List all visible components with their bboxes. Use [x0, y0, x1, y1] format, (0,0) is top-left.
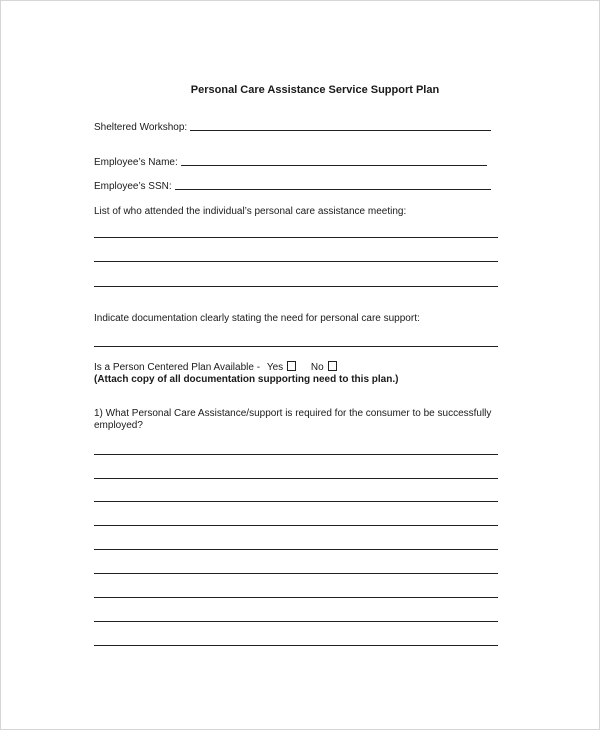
- employee-ssn-field: [94, 181, 491, 192]
- attendees-label: List of who attended the individual’s personal care assistance meeting:: [94, 206, 407, 217]
- question-1: [94, 408, 514, 432]
- sheltered-workshop-label: Sheltered Workshop:: [94, 122, 188, 133]
- attendees-line[interactable]: [94, 286, 498, 287]
- employee-name-label: Employee’s Name:: [94, 157, 178, 168]
- employee-name-field: [94, 157, 487, 168]
- documentation-line[interactable]: [94, 346, 498, 347]
- yes-checkbox[interactable]: [287, 361, 296, 371]
- no-checkbox[interactable]: [328, 361, 337, 371]
- answer-line[interactable]: [94, 501, 498, 502]
- answer-line[interactable]: [94, 525, 498, 526]
- answer-line[interactable]: [94, 645, 498, 646]
- employee-ssn-input[interactable]: [175, 189, 491, 190]
- form-title: Personal Care Assistance Service Support Plan: [190, 84, 440, 96]
- pcp-question: Is a Person Centered Plan Available -: [94, 362, 261, 373]
- employee-ssn-label: Employee’s SSN:: [94, 181, 172, 192]
- answer-line[interactable]: [94, 478, 498, 479]
- no-label: No: [310, 362, 324, 373]
- answer-line[interactable]: [94, 549, 498, 550]
- documentation-label: Indicate documentation clearly stating the need for personal care support:: [94, 313, 420, 324]
- attendees-line[interactable]: [94, 237, 498, 238]
- pcp-availability-row: [94, 361, 345, 373]
- answer-line[interactable]: [94, 573, 498, 574]
- sheltered-workshop-field: [94, 122, 491, 133]
- answer-line[interactable]: [94, 597, 498, 598]
- attendees-line[interactable]: [94, 261, 498, 262]
- attach-note: (Attach copy of all documentation supporting need to this plan.): [94, 374, 399, 385]
- yes-label: Yes: [266, 362, 284, 373]
- employee-name-input[interactable]: [181, 165, 487, 166]
- answer-line[interactable]: [94, 621, 498, 622]
- question-1-line-1: 1) What Personal Care Assistance/support is required for the consumer to be successfully: [94, 408, 492, 419]
- question-1-line-2: employed?: [94, 420, 143, 431]
- answer-line[interactable]: [94, 454, 498, 455]
- sheltered-workshop-input[interactable]: [190, 130, 491, 131]
